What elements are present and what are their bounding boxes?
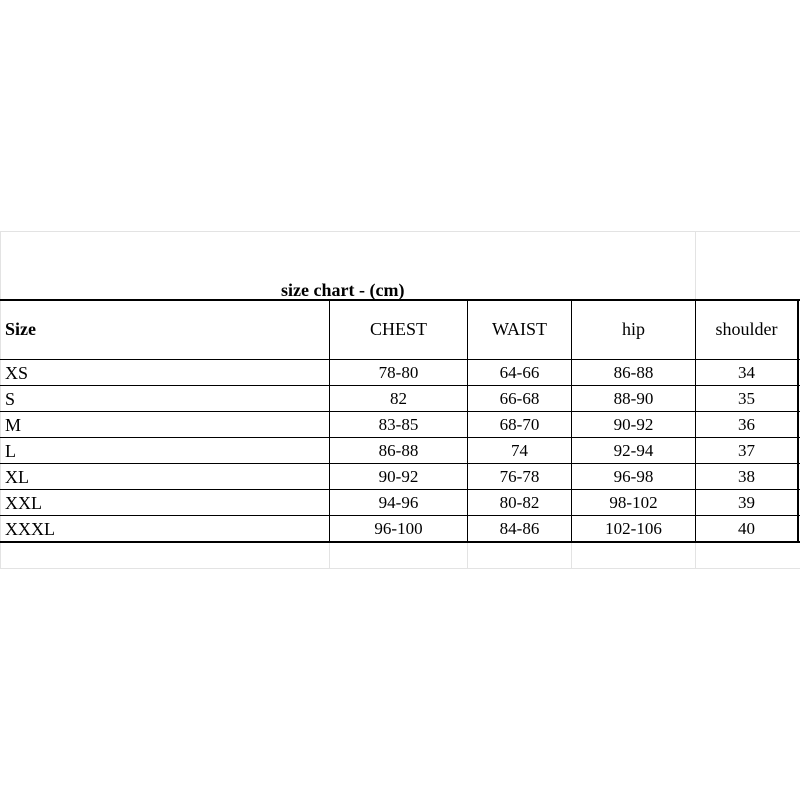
chart-title: size chart - (cm)	[281, 280, 405, 300]
waist-cell: 84-86	[499, 519, 540, 538]
chest-cell: 86-88	[378, 441, 419, 460]
shoulder-cell: 34	[738, 363, 755, 382]
chest-cell: 90-92	[378, 467, 419, 486]
shoulder-cell: 37	[738, 441, 755, 460]
hip-cell: 92-94	[613, 441, 654, 460]
hip-cell: 96-98	[613, 467, 654, 486]
size-cell: XS	[5, 362, 29, 383]
table-row	[0, 516, 800, 542]
size-cell: XXXL	[5, 518, 55, 539]
size-cell: XXL	[5, 492, 42, 513]
chest-cell: 78-80	[378, 363, 419, 382]
shoulder-cell: 38	[738, 467, 755, 486]
table-row	[0, 386, 800, 412]
size-cell: L	[5, 440, 16, 461]
hip-cell: 90-92	[613, 415, 654, 434]
waist-cell: 76-78	[499, 467, 540, 486]
chest-cell: 83-85	[378, 415, 419, 434]
shoulder-cell: 36	[738, 415, 755, 434]
table-row	[0, 490, 800, 516]
column-header-hip: hip	[621, 319, 645, 339]
waist-cell: 68-70	[499, 415, 540, 434]
hip-cell: 102-106	[605, 519, 662, 538]
waist-cell: 66-68	[499, 389, 540, 408]
hip-cell: 88-90	[613, 389, 654, 408]
table-row	[0, 438, 800, 464]
column-header-size: Size	[5, 319, 36, 339]
column-header-shoulder: shoulder	[715, 319, 778, 339]
waist-cell: 74	[511, 441, 528, 460]
waist-cell: 64-66	[499, 363, 540, 382]
hip-cell: 98-102	[609, 493, 658, 512]
size-cell: XL	[5, 466, 29, 487]
waist-cell: 80-82	[499, 493, 540, 512]
shoulder-cell: 39	[738, 493, 755, 512]
table-row	[0, 412, 800, 438]
column-header-chest: CHEST	[369, 319, 427, 339]
hip-cell: 86-88	[613, 363, 654, 382]
chest-cell: 82	[390, 389, 407, 408]
shoulder-cell: 40	[738, 519, 755, 538]
size-chart-sheet	[0, 231, 800, 569]
table-row	[0, 360, 800, 386]
chest-cell: 94-96	[378, 493, 419, 512]
size-cell: S	[5, 388, 16, 409]
shoulder-cell: 35	[738, 389, 755, 408]
size-cell: M	[5, 414, 22, 435]
table-row	[0, 464, 800, 490]
chest-cell: 96-100	[374, 519, 423, 538]
column-header-waist: WAIST	[492, 319, 547, 339]
